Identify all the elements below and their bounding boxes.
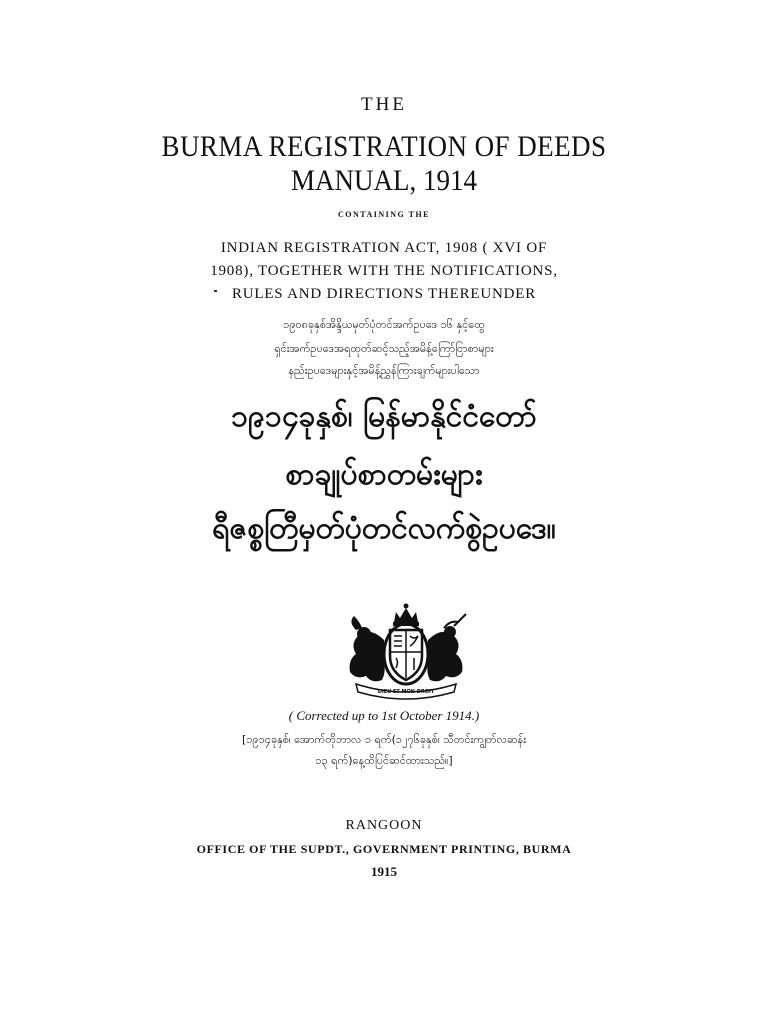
main-title-line-1: BURMA REGISTRATION OF DEEDS	[161, 130, 607, 163]
burmese-title-line-2: စာချုပ်စာတမ်းများ	[285, 457, 483, 492]
margin-mark	[214, 290, 217, 292]
containing-label: CONTAINING THE	[337, 210, 431, 219]
imprint-year: 1915	[371, 864, 397, 879]
burmese-correction-line-1: [၁၉၁၄ခုနှစ်၊ အောက်တိုဘာလ ၁ ရက်(၁၂၇၆ခုနှစ်၊ သီတင်းကျွတ်လဆန်း	[241, 733, 527, 746]
main-title-line-2: MANUAL, 1914	[290, 164, 477, 197]
title-article: THE	[361, 94, 407, 115]
contents-line-1: INDIAN REGISTRATION ACT, 1908 ( XVI OF	[220, 240, 548, 256]
contents-line-3: RULES AND DIRECTIONS THEREUNDER	[231, 286, 537, 302]
burmese-title-line-1: ၁၉၁၄ခုနှစ်၊ မြန်မာနိုင်ငံတော်	[231, 399, 537, 434]
contents-line-2: 1908), TOGETHER WITH THE NOTIFICATIONS,	[210, 263, 558, 279]
correction-note: ( Corrected up to 1st October 1914.)	[288, 708, 480, 723]
imprint-place: RANGOON	[345, 818, 423, 833]
crest-motto: DIEU ET MON DROIT	[377, 689, 435, 695]
royal-coat-of-arms-icon	[326, 600, 486, 700]
imprint-publisher: OFFICE OF THE SUPDT., GOVERNMENT PRINTING, BURMA	[196, 842, 572, 856]
burmese-contents-line-2: ရှင်းအက်ဥပဒေအရထုတ်ဆင့်သည့်အမိန့်ကြော်ငြာစာများ	[274, 342, 494, 355]
burmese-contents-line-1: ၁၉၀၈ခုနှစ်အိန္ဒိယမှတ်ပုံတင်အက်ဥပဒေ ၁၆ နှင့်ထွေ	[283, 318, 485, 331]
burmese-title-line-3: ရီဇစ္စတြီမှတ်ပုံတင်လက်စွဲဥပဒေ။	[212, 511, 556, 546]
burmese-contents-line-3: နည်းဥပဒေများနှင့်အမိန့်ညွှန်ကြားချက်များပါသော	[288, 364, 480, 377]
burmese-correction-line-2: ၁၃ ရက်)နေ့ထိပြင်ဆင်ထားသည်။]	[315, 754, 453, 767]
